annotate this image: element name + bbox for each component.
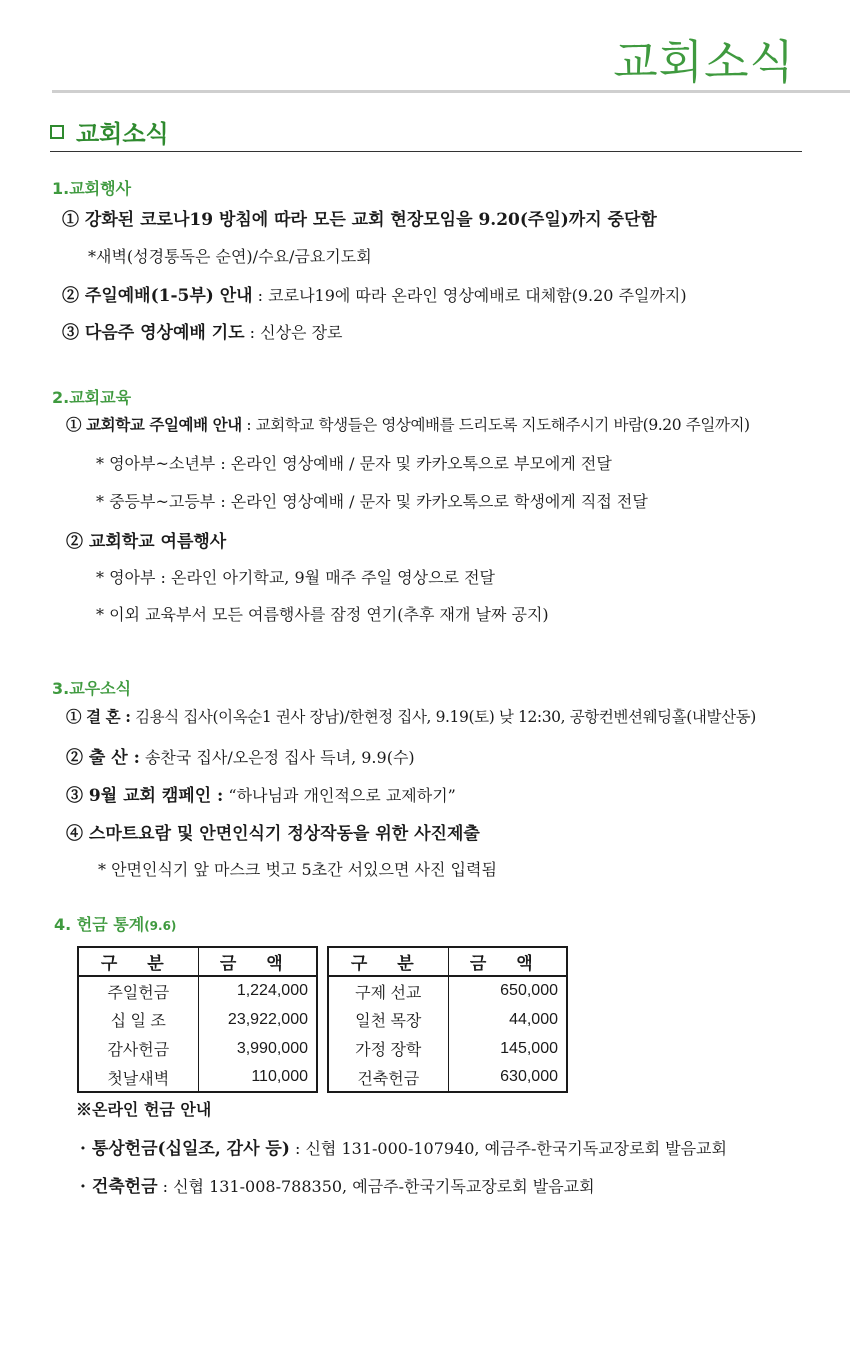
offering-table-left (77, 946, 318, 1093)
table-row (78, 1063, 317, 1092)
table-row (328, 1005, 567, 1034)
member-news-item-1 (66, 705, 756, 727)
row-name: 첫날새벽 (78, 1063, 198, 1092)
offering-table-right (327, 946, 568, 1093)
member-news-item-4: ④ 스마트요람 및 안면인식기 정상작동을 위한 사진제출 (66, 824, 480, 844)
row-amount: 630,000 (448, 1063, 567, 1092)
member-news-item-2-label: ② 출 산 : (66, 748, 140, 768)
online-offering-building (80, 1172, 595, 1197)
table-row (328, 1034, 567, 1063)
square-bullet-icon (50, 125, 64, 139)
row-name: 일천 목장 (328, 1005, 448, 1034)
category-offering-stats (54, 912, 176, 935)
education-item-2-label: ② 교회학교 여름행사 (66, 532, 227, 552)
member-news-item-2 (66, 743, 415, 768)
row-amount: 110,000 (198, 1063, 317, 1092)
member-news-item-3-label: ③ 9월 교회 캠페인 : (66, 786, 224, 806)
church-events-item-3 (62, 318, 343, 343)
table-header-amount: 금 액 (448, 947, 567, 976)
row-name: 건축헌금 (328, 1063, 448, 1092)
header-divider (52, 90, 850, 93)
online-offering-building-account: : 신협 131-008-788350, 예금주-한국기독교장로회 발음교회 (157, 1177, 595, 1196)
education-item-1-text: : 교회학교 학생들은 영상예배를 드리도록 지도해주시기 바람(9.20 주일까지) (241, 416, 750, 434)
member-news-item-2-text: 송찬국 집사/오은정 집사 득녀, 9.9(수) (139, 748, 415, 767)
online-offering-building-label: · 건축헌금 (80, 1177, 158, 1197)
table-row (78, 1034, 317, 1063)
section-title: 교회소식 (76, 120, 169, 148)
row-name: 주일헌금 (78, 976, 198, 1005)
page-title: 교회소식 (613, 35, 795, 89)
education-item-2 (66, 527, 226, 552)
online-offering-title: ※온라인 헌금 안내 (76, 1100, 212, 1119)
church-events-item-1-note: *새벽(성경통독은 순연)/수요/금요기도회 (88, 247, 372, 266)
row-name: 감사헌금 (78, 1034, 198, 1063)
row-amount: 145,000 (448, 1034, 567, 1063)
section-divider (50, 151, 802, 152)
education-item-2-note-b: * 이외 교육부서 모든 여름행사를 잠정 연기(추후 재개 날짜 공지) (96, 605, 549, 624)
row-amount: 44,000 (448, 1005, 567, 1034)
table-header-category: 구 분 (328, 947, 448, 976)
category-church-education: 2.교회교육 (52, 388, 132, 407)
item-2-label: ② 주일예배(1-5부) 안내 (62, 286, 253, 306)
education-item-1-note-a: * 영아부~소년부 : 온라인 영상예배 / 문자 및 카카오톡으로 부모에게 전달 (96, 454, 612, 473)
church-events-item-2 (62, 281, 687, 306)
member-news-item-3-text: “하나님과 개인적으로 교제하기” (223, 786, 456, 805)
offering-stats-date: (9.6) (144, 919, 177, 933)
table-row (328, 1063, 567, 1092)
member-news-item-1-text: 김용식 집사(이옥순1 권사 장남)/한현정 집사, 9.19(토) 낮 12:30, 공항컨벤션웨딩홀(내발산동) (130, 708, 756, 726)
education-item-1-note-b: * 중등부~고등부 : 온라인 영상예배 / 문자 및 카카오톡으로 학생에게 직접 전달 (96, 492, 648, 511)
item-3-text: : 신상은 장로 (244, 323, 343, 342)
table-header-category: 구 분 (78, 947, 198, 976)
section-heading (50, 114, 169, 149)
church-events-item-1: ① 강화된 코로나19 방침에 따라 모든 교회 현장모임을 9.20(주일)까지 중단함 (62, 210, 657, 230)
row-amount: 3,990,000 (198, 1034, 317, 1063)
table-header-amount: 금 액 (198, 947, 317, 976)
member-news-item-3 (66, 781, 456, 806)
table-row (328, 976, 567, 1005)
row-name: 가정 장학 (328, 1034, 448, 1063)
online-offering-general-label: · 통상헌금(십일조, 감사 등) (80, 1139, 290, 1159)
member-news-item-4-note: * 안면인식기 앞 마스크 벗고 5초간 서있으면 사진 입력됨 (98, 860, 497, 879)
education-item-1-label: ① 교회학교 주일예배 안내 (66, 415, 242, 434)
item-2-text: : 코로나19에 따라 온라인 영상예배로 대체함(9.20 주일까지) (252, 286, 687, 305)
member-news-item-1-label: ① 결 혼 : (66, 707, 131, 726)
row-name: 구제 선교 (328, 976, 448, 1005)
row-amount: 23,922,000 (198, 1005, 317, 1034)
row-amount: 650,000 (448, 976, 567, 1005)
category-member-news: 3.교우소식 (52, 679, 132, 698)
offering-stats-title: 4. 헌금 통계 (54, 915, 145, 934)
table-row (78, 976, 317, 1005)
category-church-events: 1.교회행사 (52, 179, 132, 198)
education-item-2-note-a: * 영아부 : 온라인 아기학교, 9월 매주 주일 영상으로 전달 (96, 568, 496, 587)
online-offering-general-account: : 신협 131-000-107940, 예금주-한국기독교장로회 발음교회 (289, 1139, 727, 1158)
item-3-label: ③ 다음주 영상예배 기도 (62, 323, 245, 343)
online-offering-general (80, 1134, 727, 1159)
row-name: 십 일 조 (78, 1005, 198, 1034)
row-amount: 1,224,000 (198, 976, 317, 1005)
education-item-1 (66, 413, 750, 435)
table-row (78, 1005, 317, 1034)
